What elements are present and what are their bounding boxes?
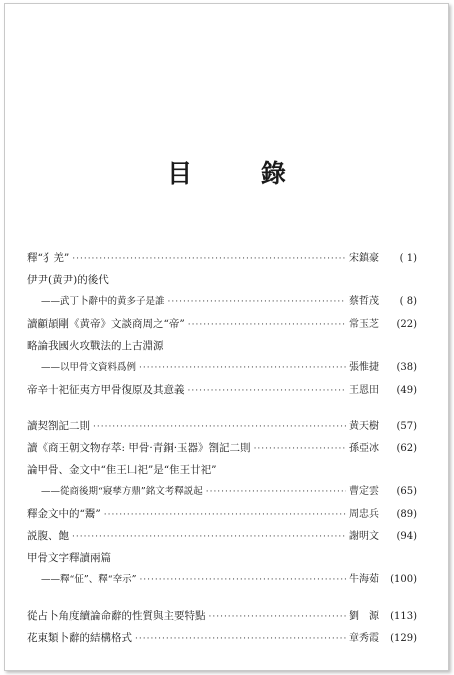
entry-title: ——武丁卜辭中的黄多子是誰 bbox=[41, 296, 165, 307]
toc-entry[interactable] bbox=[27, 609, 417, 623]
entry-title: 帝辛十祀征夷方甲骨復原及其意義 bbox=[27, 384, 185, 396]
toc-heading: 甲骨文字釋讀兩篇 bbox=[27, 552, 111, 564]
toc-heading: 略論我國火攻戰法的上古淵源 bbox=[27, 340, 164, 352]
toc-entry[interactable] bbox=[27, 507, 417, 521]
entry-author: 曹定雲 bbox=[349, 486, 379, 497]
entry-page: (100) bbox=[390, 574, 417, 585]
entry-title: 説腹、飽 bbox=[27, 530, 69, 542]
entry-page: (89) bbox=[396, 509, 417, 520]
entry-page: (113) bbox=[390, 611, 417, 622]
entry-page: (22) bbox=[396, 319, 417, 330]
dot-leader bbox=[72, 530, 346, 544]
toc-entry[interactable] bbox=[27, 529, 417, 543]
entry-title: 讀《商王朝文物存萃: 甲骨·青銅·玉器》劄記二則 bbox=[27, 442, 251, 454]
page-title: 目 錄 bbox=[167, 159, 316, 188]
toc-entry[interactable] bbox=[27, 317, 417, 331]
toc-entry[interactable] bbox=[41, 361, 417, 375]
toc-entry[interactable] bbox=[27, 251, 417, 265]
entry-title: 讀顧頡剛《黄帝》文談商周之“帝” bbox=[27, 318, 185, 330]
entry-author: 章秀霞 bbox=[349, 633, 379, 644]
entry-page: (65) bbox=[396, 486, 417, 497]
entry-page: (57) bbox=[396, 421, 417, 432]
entry-page: ( 1) bbox=[399, 253, 417, 264]
entry-title: ——從商後期“寢孳方鼎”銘文考釋説起 bbox=[41, 486, 203, 497]
entry-page: (49) bbox=[396, 385, 417, 396]
toc-entry[interactable] bbox=[27, 631, 417, 645]
toc-entry[interactable] bbox=[41, 295, 417, 309]
dot-leader bbox=[254, 442, 346, 456]
dot-leader bbox=[188, 384, 347, 398]
dot-leader bbox=[188, 318, 346, 332]
dot-leader bbox=[168, 295, 346, 309]
dot-leader bbox=[93, 420, 346, 434]
toc-page bbox=[4, 3, 449, 671]
entry-page: (38) bbox=[396, 362, 417, 373]
entry-title: ——以甲骨文資料爲例 bbox=[41, 362, 137, 373]
dot-leader bbox=[72, 252, 346, 266]
entry-title: 花東類卜辭的結構格式 bbox=[27, 632, 132, 644]
entry-author: 宋鎮豪 bbox=[349, 253, 379, 264]
entry-author: 牛海茹 bbox=[349, 574, 379, 585]
entry-title: 從占卜角度續論命辭的性質與主要特點 bbox=[27, 610, 206, 622]
dot-leader bbox=[104, 508, 346, 522]
entry-author: 張惟捷 bbox=[349, 362, 379, 373]
toc-heading: 伊尹(黄尹)的後代 bbox=[27, 274, 109, 286]
toc-entry[interactable] bbox=[27, 383, 417, 397]
entry-title: 讀契劄記二則 bbox=[27, 420, 90, 432]
toc-entry[interactable] bbox=[27, 419, 417, 433]
entry-author: 王恩田 bbox=[349, 385, 379, 396]
entry-title: ——釋“佂”、釋“㚔示” bbox=[41, 574, 137, 585]
dot-leader bbox=[139, 573, 346, 587]
toc-entry[interactable] bbox=[41, 573, 417, 587]
entry-author: 劉 源 bbox=[349, 611, 379, 622]
dot-leader bbox=[206, 485, 346, 499]
entry-author: 周忠兵 bbox=[349, 509, 379, 520]
dot-leader bbox=[139, 361, 346, 375]
dot-leader bbox=[135, 632, 346, 646]
entry-author: 謝明文 bbox=[349, 531, 379, 542]
toc-entry[interactable] bbox=[27, 441, 417, 455]
entry-author: 孫亞冰 bbox=[349, 443, 379, 454]
dot-leader bbox=[209, 610, 347, 624]
entry-page: (129) bbox=[390, 633, 417, 644]
entry-author: 蔡哲茂 bbox=[349, 296, 379, 307]
entry-author: 黄天樹 bbox=[349, 421, 379, 432]
entry-page: (94) bbox=[396, 531, 417, 542]
toc-heading: 論甲骨、金文中“隹王凵祀”是“隹王廿祀” bbox=[27, 464, 217, 476]
entry-page: ( 8) bbox=[399, 296, 417, 307]
toc-entry[interactable] bbox=[41, 485, 417, 499]
entry-page: (62) bbox=[396, 443, 417, 454]
entry-title: 釋“犭羌” bbox=[27, 252, 70, 264]
entry-title: 釋金文中的“鬻” bbox=[27, 508, 101, 520]
entry-author: 常玉芝 bbox=[349, 319, 379, 330]
